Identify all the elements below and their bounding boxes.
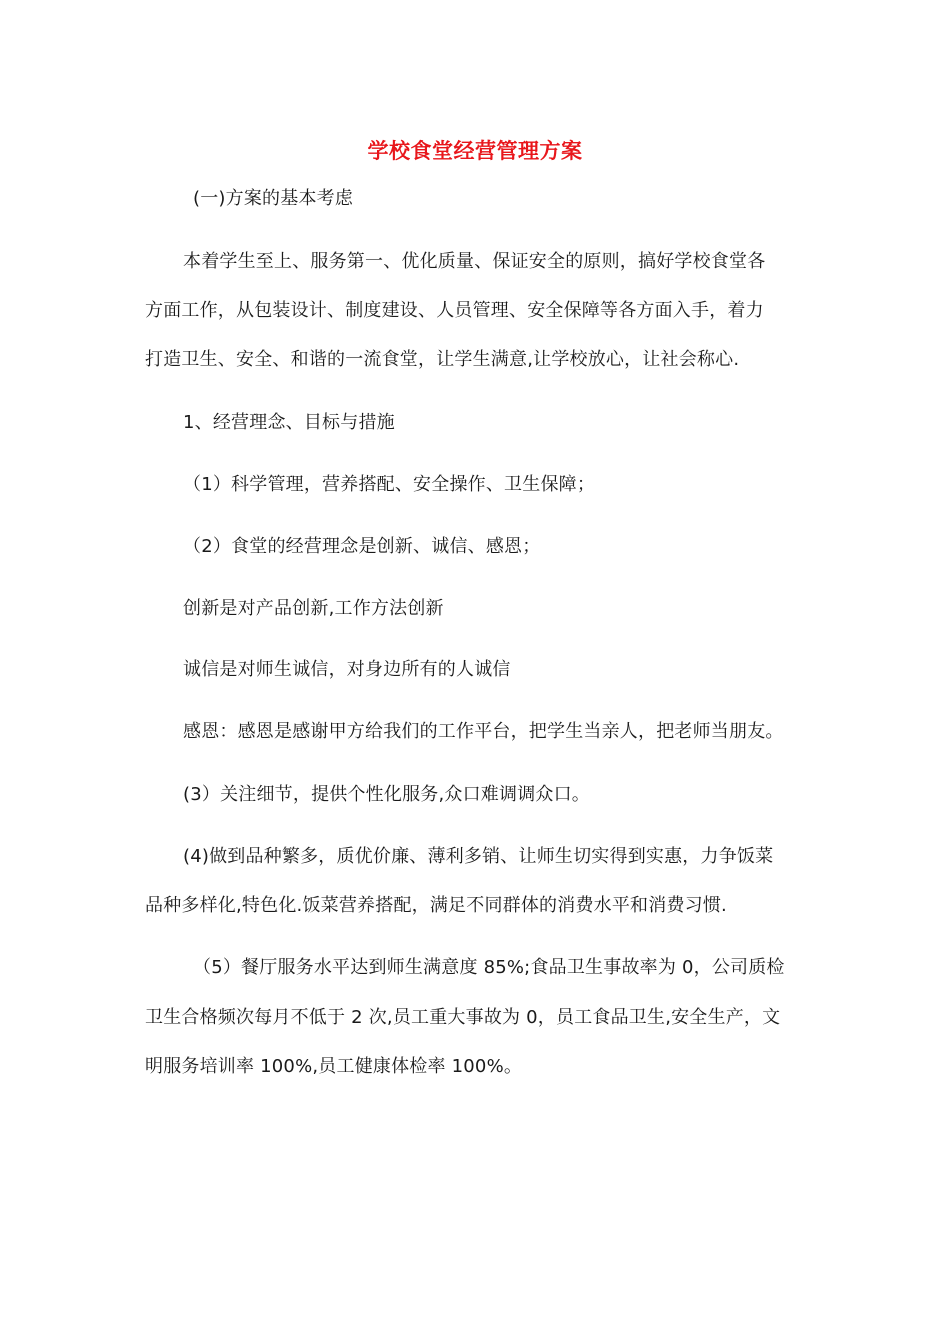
section-heading: (一)方案的基本考虑 xyxy=(193,188,354,209)
list-item-5-line-1: （5）餐厅服务水平达到师生满意度 85%;食品卫生事故率为 0，公司质检 xyxy=(193,957,785,978)
list-item-5-line-2: 卫生合格频次每月不低于 2 次,员工重大事故为 0，员工食品卫生,安全生产，文 xyxy=(145,1007,781,1028)
subheading-1: 1、经营理念、目标与措施 xyxy=(183,412,395,433)
integrity-line: 诚信是对师生诚信，对身边所有的人诚信 xyxy=(183,659,511,680)
gratitude-line: 感恩：感恩是感谢甲方给我们的工作平台，把学生当亲人，把老师当朋友。 xyxy=(183,721,784,742)
list-item-4-line-1: (4)做到品种繁多，质优价廉、薄利多销、让师生切实得到实惠，力争饭菜 xyxy=(183,846,774,867)
list-item-5-line-3: 明服务培训率 100%,员工健康体检率 100%。 xyxy=(145,1056,523,1077)
intro-line-3: 打造卫生、安全、和谐的一流食堂，让学生满意,让学校放心，让社会称心. xyxy=(145,349,740,370)
list-item-3: (3）关注细节，提供个性化服务,众口难调调众口。 xyxy=(183,784,590,805)
intro-line-2: 方面工作，从包装设计、制度建设、人员管理、安全保障等各方面入手，着力 xyxy=(145,300,764,321)
list-item-1: （1）科学管理，营养搭配、安全操作、卫生保障； xyxy=(183,474,596,495)
intro-line-1: 本着学生至上、服务第一、优化质量、保证安全的原则，搞好学校食堂各 xyxy=(183,251,766,272)
list-item-2: （2）食堂的经营理念是创新、诚信、感恩； xyxy=(183,536,541,557)
list-item-4-line-2: 品种多样化,特色化.饭菜营养搭配，满足不同群体的消费水平和消费习惯. xyxy=(145,895,727,916)
document-title: 学校食堂经营管理方案 xyxy=(367,139,583,163)
innovation-line: 创新是对产品创新,工作方法创新 xyxy=(183,598,444,619)
